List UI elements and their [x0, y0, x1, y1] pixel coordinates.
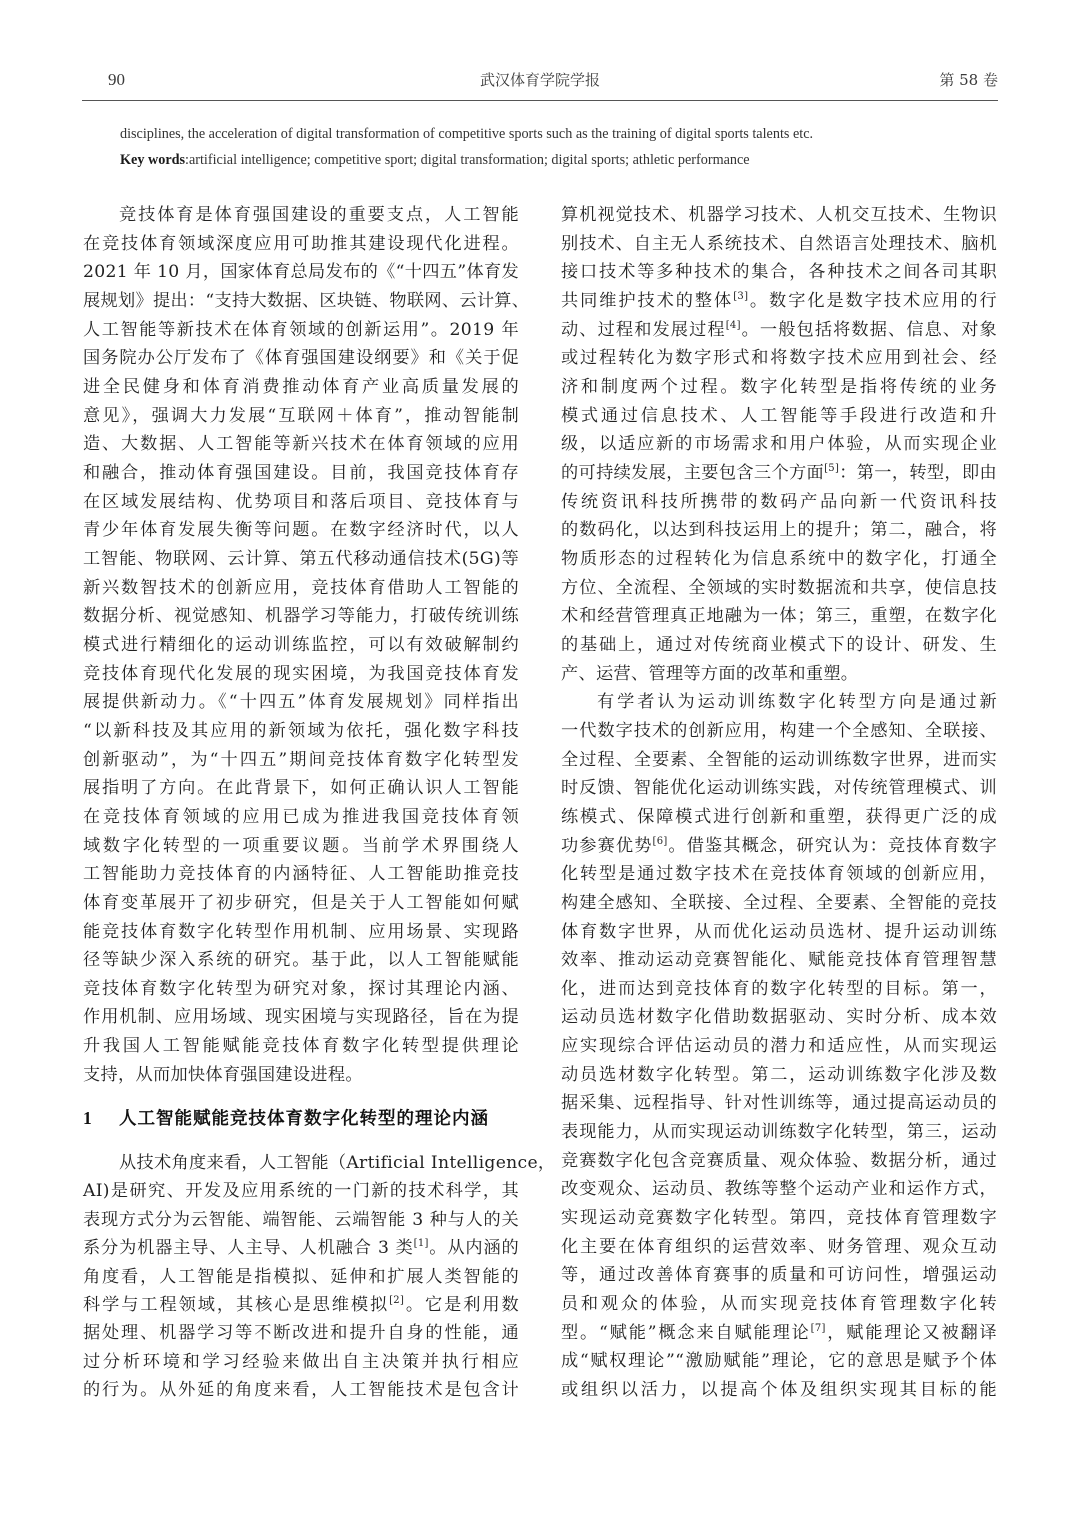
text-line: [561, 345, 997, 371]
line-text: 产、运营、管理等方面的改革和重塑。: [561, 663, 859, 684]
text-line: [561, 1148, 997, 1174]
header-rule: [82, 100, 998, 101]
line-text: 化转型是通过数字技术在竞技体育领域的创新应用，: [561, 864, 997, 885]
line-text: 模式通过信息技术、人工智能等手段进行改造和升: [561, 405, 997, 426]
line-text: 等，通过改善体育赛事的质量和可访问性，增强运动: [561, 1265, 997, 1286]
text-line: [83, 1264, 519, 1290]
line-text: 一代数字技术的创新应用，构建一个全感知、全联接、: [561, 720, 997, 741]
citation-ref[interactable]: [2]: [389, 1295, 405, 1306]
line-text: 据采集、远程指导、针对性训练等，通过提高运动员的: [561, 1093, 997, 1114]
line-text: 的数码化，以达到科技运用上的提升；第二，融合，将: [561, 520, 997, 541]
line-text-after: ，赋能理论又被翻译: [825, 1322, 997, 1343]
text-line: [83, 1207, 519, 1233]
line-text: 有学者认为运动训练数字化转型方向是通过新: [597, 692, 997, 713]
line-text: 济和制度两个过程。数字化转型是指将传统的业务: [561, 376, 997, 397]
text-line: 造、大数据、人工智能等新兴技术在体育领域的应用: [83, 434, 519, 455]
line-text: 物质形态的过程转化为信息系统中的数字化，打通全: [561, 548, 997, 569]
text-line: [561, 517, 997, 543]
text-line: [561, 976, 997, 1002]
line-text: 动员选材数字化转型。第二，运动训练数字化涉及数: [561, 1064, 997, 1085]
text-line: [561, 861, 997, 887]
line-text: 传统资讯科技所携带的数码产品向新一代资讯科技: [561, 491, 997, 512]
text-line: 创新驱动”，为“十四五”期间竞技体育数字化转型发: [83, 749, 519, 770]
text-line: [561, 603, 997, 629]
text-line: 模式进行精细化的运动训练监控，可以有效破解制约: [83, 634, 519, 655]
text-line: [561, 231, 997, 257]
text-line: [83, 1150, 556, 1176]
line-text-after: 。它是利用数: [404, 1295, 519, 1315]
line-text: AI)是研究、开发及应用系统的一门新的技术科学，其: [83, 1181, 519, 1202]
line-text-after: 。一般包括将数据、信息、对象: [740, 319, 998, 340]
line-text-after: 。从内涵的: [428, 1238, 519, 1259]
text-line: [561, 833, 997, 859]
line-text: 改变观众、运动员、教练等整个运动产业和运作方式，: [561, 1179, 997, 1200]
journal-title: 武汉体育学院学报: [479, 71, 600, 89]
text-line: “以新科技及其应用的新领域为依托，强化数字科技: [83, 720, 519, 741]
line-text: 过分析环境和学习经验来做出自主决策并执行相应: [83, 1351, 519, 1372]
text-line: 数据分析、视觉感知、机器学习等能力，打破传统训练: [83, 606, 519, 627]
line-text: 全过程、全要素、全智能的运动训练数字世界，进而实: [561, 749, 997, 770]
line-text: 接口技术等多种技术的集合，各种技术之间各司其职: [561, 262, 997, 283]
line-text: 方位、全流程、全领域的实时数据流和共享，使信息技: [561, 577, 997, 598]
text-line: 域数字化转型的一项重要议题。当前学术界围绕人: [83, 835, 519, 856]
line-text-after: 。借鉴其概念，研究认为：竞技体育数字: [667, 835, 997, 856]
line-text: 共同维护技术的整体: [561, 290, 734, 311]
text-line: [83, 1349, 519, 1375]
text-line: 在竞技体育领域深度应用可助推其建设现代化进程。: [83, 233, 519, 254]
text-line: [561, 460, 997, 486]
text-line: [561, 747, 997, 773]
line-text: 体育数字世界，从而优化运动员选材、提升运动训练: [561, 921, 997, 942]
text-line: 工智能助力竞技体育的内涵特征、人工智能助推竞技: [83, 864, 519, 885]
text-line: 能竞技体育数字化转型作用机制、应用场景、实现路: [83, 921, 519, 942]
keywords-line: [120, 151, 1000, 169]
text-line: 青少年体育发展失衡等问题。在数字经济时代，以人: [83, 520, 519, 541]
text-line: [561, 1004, 997, 1030]
text-line: 2021 年 10 月，国家体育总局发布的《“十四五”体育发: [83, 262, 519, 283]
citation-ref[interactable]: [5]: [824, 462, 840, 474]
text-line: [561, 575, 997, 601]
text-line: [561, 804, 997, 830]
line-text: 型。“赋能”概念来自赋能理论: [561, 1322, 811, 1343]
text-line: [561, 775, 997, 801]
line-text: 竞赛数字化包含竞赛质量、观众体验、数据分析，通过: [561, 1150, 997, 1171]
text-line: [83, 1292, 519, 1318]
text-line: [561, 947, 997, 973]
line-text: 员和观众的体验，从而实现竞技体育管理数字化转: [561, 1294, 997, 1315]
line-text: 实现运动竞赛数字化转型。第四，竞技体育管理数字: [561, 1208, 997, 1229]
text-line: 径等缺少深入系统的研究。基于此，以人工智能赋能: [83, 950, 519, 971]
line-text: 科学与工程领域，其核心是思维模拟: [83, 1295, 390, 1315]
text-line: [561, 1234, 997, 1260]
text-line: [83, 1320, 519, 1346]
text-line: 国务院办公厅发布了《体育强国建设纲要》和《关于促: [83, 348, 519, 369]
text-line: [561, 489, 997, 515]
text-line: 展规划》提出：“支持大数据、区块链、物联网、云计算、: [83, 290, 530, 311]
line-text: 的基础上，通过对传统商业模式下的设计、研发、生: [561, 634, 997, 655]
text-line: 体育变革展开了初步研究，但是关于人工智能如何赋: [83, 892, 519, 913]
line-text: 系分为机器主导、人主导、人机融合 3 类: [83, 1238, 414, 1259]
line-text: 的行为。从外延的角度来看，人工智能技术是包含计: [83, 1380, 519, 1401]
text-line: [561, 374, 997, 400]
line-text: 功参赛优势: [561, 835, 653, 856]
citation-ref[interactable]: [7]: [810, 1322, 826, 1334]
text-line: [561, 1062, 997, 1088]
text-line: [561, 431, 997, 457]
text-line: [561, 288, 997, 314]
citation-ref[interactable]: [6]: [652, 835, 668, 847]
text-line: 展指明了方向。在此背景下，如何正确认识人工智能: [83, 778, 519, 799]
text-line: [561, 1205, 997, 1231]
line-text: 化，进而达到竞技体育的数字化转型的目标。第一，: [561, 978, 997, 999]
text-line: [561, 661, 997, 687]
text-line: 在竞技体育领域的应用已成为推进我国竞技体育领: [83, 806, 519, 827]
line-text: 运动员选材数字化借助数据驱动、实时分析、成本效: [561, 1007, 997, 1028]
text-line: [561, 632, 997, 658]
text-line: [561, 718, 997, 744]
text-line: 工智能、物联网、云计算、第五代移动通信技术(5G)等: [83, 548, 519, 569]
text-line: 新兴数智技术的创新应用，竞技体育借助人工智能的: [83, 577, 519, 598]
text-line: [561, 919, 997, 945]
volume-label: 第 58 卷: [939, 71, 998, 89]
line-text: 角度看，人工智能是指模拟、延伸和扩展人类智能的: [83, 1266, 519, 1287]
text-line: 竞技体育现代化发展的现实困境，为我国竞技体育发: [83, 663, 519, 684]
text-line: [561, 689, 997, 715]
text-line: 作用机制、应用场域、现实困境与实现路径，旨在为提: [83, 1007, 519, 1028]
text-line: [83, 1178, 519, 1204]
text-line: [561, 1033, 997, 1059]
line-text: 效率、推动运动竞赛智能化、赋能竞技体育管理智慧: [561, 950, 997, 971]
line-text: 术和经营管理真正地融为一体；第三，重塑，在数字化: [561, 606, 997, 627]
section-title: 人工智能赋能竞技体育数字化转型的理论内涵: [119, 1109, 489, 1129]
line-text: 化主要在体育组织的运营效率、财务管理、观众互动: [561, 1236, 997, 1257]
text-line: [561, 1291, 997, 1317]
line-text-after: 。数字化是数字技术应用的行: [748, 290, 998, 311]
page-number: 90: [108, 70, 125, 89]
text-line: 竞技体育数字化转型为研究对象，探讨其理论内涵、: [83, 978, 519, 999]
text-line: [83, 1235, 519, 1261]
text-line: [561, 546, 997, 572]
text-line: 在区域发展结构、优势项目和落后项目、竞技体育与: [83, 491, 519, 512]
text-line: [561, 890, 997, 916]
citation-ref[interactable]: [3]: [733, 290, 749, 302]
text-line: [561, 1119, 997, 1145]
text-line: [561, 1377, 997, 1403]
text-line: [561, 259, 997, 285]
text-line: [561, 317, 997, 343]
citation-ref[interactable]: [4]: [725, 319, 741, 331]
text-line: 进全民健身和体育消费推动体育产业高质量发展的: [83, 376, 519, 397]
text-line: 人工智能等新技术在体育领域的创新运用”。2019 年: [83, 319, 519, 340]
line-text: 表现方式分为云智能、端智能、云端智能 3 种与人的关: [83, 1209, 519, 1230]
section-number: 1: [83, 1108, 93, 1128]
text-line: 意见》，强调大力发展“互联网＋体育”，推动智能制: [83, 405, 519, 426]
line-text-after: ：第一，转型，即由: [839, 462, 997, 483]
text-line: [83, 1377, 519, 1403]
line-text: 成“赋权理论”“激励赋能”理论，它的意思是赋予个体: [561, 1351, 997, 1372]
line-text: 构建全感知、全联接、全过程、全要素、全智能的竞技: [561, 892, 997, 913]
text-line: 竞技体育是体育强国建设的重要支点，人工智能: [119, 205, 519, 225]
text-line: 和融合，推动体育强国建设。目前，我国竞技体育存: [83, 462, 519, 483]
text-line: [561, 202, 997, 228]
keywords-label: Key words: [120, 152, 186, 168]
citation-ref[interactable]: [1]: [413, 1238, 429, 1250]
section-heading: [83, 1104, 519, 1132]
line-text: 级，以适应新的市场需求和用户体验，从而实现企业: [561, 434, 997, 455]
line-text: 练模式、保障模式进行创新和重塑，获得更广泛的成: [561, 806, 997, 827]
line-text: 应实现综合评估运动员的潜力和适应性，从而实现运: [561, 1036, 997, 1057]
abstract-tail-line: disciplines, the acceleration of digital transformation of competitive sports such as the training of digital sports talents etc.: [120, 126, 814, 142]
text-line: [561, 1262, 997, 1288]
text-line: [561, 403, 997, 429]
line-text: 据处理、机器学习等不断改进和提升自身的性能，通: [83, 1323, 519, 1344]
text-line: 展提供新动力。《“十四五”体育发展规划》同样指出: [83, 692, 519, 713]
keywords-text: :artificial intelligence; competitive sport; digital transformation; digital sports; athletic performance: [185, 152, 750, 168]
line-text: 时反馈、智能优化运动训练实践，对传统管理模式、训: [561, 778, 997, 799]
line-text: 动、过程和发展过程: [561, 319, 726, 340]
text-line: [561, 1348, 997, 1374]
line-text: 别技术、自主无人系统技术、自然语言处理技术、脑机: [561, 233, 997, 254]
line-text: 或组织以活力，以提高个体及组织实现其目标的能: [561, 1380, 997, 1401]
text-line: 升我国人工智能赋能竞技体育数字化转型提供理论: [83, 1036, 519, 1057]
line-text: 算机视觉技术、机器学习技术、人机交互技术、生物识: [561, 205, 997, 225]
line-text: 表现能力，从而实现运动训练数字化转型，第三，运动: [561, 1122, 997, 1143]
line-text: 从技术角度来看，人工智能（Artificial Intelligence，: [119, 1153, 556, 1173]
text-line: [561, 1320, 997, 1346]
text-line: 支持，从而加快体育强国建设进程。: [83, 1064, 363, 1085]
line-text: 的可持续发展，主要包含三个方面: [561, 462, 825, 483]
line-text: 或过程转化为数字形式和将数字技术应用到社会、经: [561, 348, 997, 369]
text-line: [561, 1176, 997, 1202]
text-line: [561, 1090, 997, 1116]
